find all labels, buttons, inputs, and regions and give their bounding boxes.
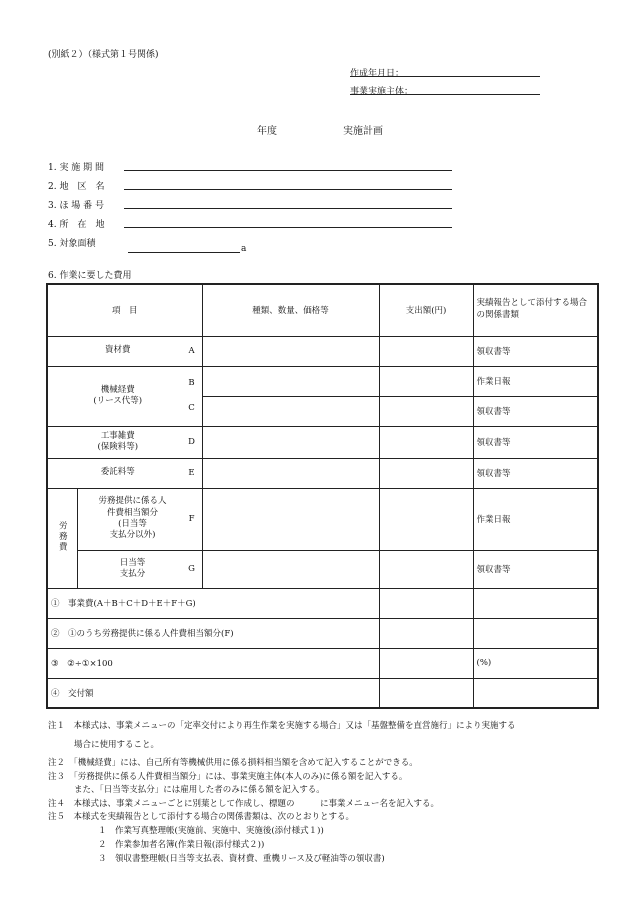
header-item: 項 目 [47,284,202,336]
total-2-doc [473,618,598,648]
machine-b-doc: 作業日報 [473,366,598,396]
field-plot-line[interactable] [124,208,452,209]
total-2-label: ② ①のうち労務提供に係る人件費相当額分(F) [47,618,379,648]
field-district-label: 2. 地 区 名 [48,182,105,192]
labor-group-label: 労務費 [57,520,68,553]
title-year: 年度 [257,126,277,137]
labor-f-letter: F [188,514,195,524]
section6-label: 6. 作業に要した費用 [48,271,132,281]
misc-letter: D [188,437,195,447]
machine-name: 機械経費 (リース代等) [93,384,143,406]
row-materials [47,336,598,366]
labor-g-name: 日当等 支払分 [119,557,146,579]
materials-doc: 領収書等 [473,336,598,366]
misc-doc: 領収書等 [473,426,598,458]
commission-doc: 領収書等 [473,458,598,488]
implementer-line[interactable] [350,94,540,95]
creation-date-line[interactable] [350,76,540,77]
total-1-doc [473,588,598,618]
creation-date-label: 作成年月日： [350,69,405,79]
field-location-line[interactable] [124,227,452,228]
commission-name: 委託料等 [100,467,135,478]
total-4-doc [473,678,598,708]
materials-amount-cell[interactable] [379,336,473,366]
field-period-line[interactable] [124,170,452,171]
row-total-1 [47,588,598,618]
field-location-label: 4. 所 在 地 [48,220,105,230]
note-5-2: ２ 作業参加者名簿(作業日報(添付様式２)) [98,840,265,850]
field-period-label: 1. 実 施 期 間 [48,163,105,173]
misc-amount-cell[interactable] [379,426,473,458]
labor-f-kind-cell[interactable] [202,488,379,550]
note-5-3: ３ 領収書整理帳(日当等支払表、資材費、重機リース及び軽油等の領収書) [98,854,385,864]
machine-letters: B C [188,378,195,413]
misc-name: 工事雑費 (保険料等) [97,430,139,452]
field-district-line[interactable] [124,189,452,190]
materials-name: 資材費 [105,345,131,356]
row-commission [47,458,598,488]
machine-b-kind-cell[interactable] [202,366,379,396]
header-kind: 種類、数量、価格等 [202,284,379,336]
labor-g-kind-cell[interactable] [202,550,379,588]
field-plot-label: 3. ほ 場 番 号 [48,201,105,211]
materials-kind-cell[interactable] [202,336,379,366]
machine-c-doc: 領収書等 [473,396,598,426]
machine-b-amount-cell[interactable] [379,366,473,396]
total-1-amount-cell[interactable] [379,588,473,618]
labor-g-amount-cell[interactable] [379,550,473,588]
attachment-label: (別紙２）（様式第１号関係) [48,50,159,60]
labor-g-letter: G [188,564,195,574]
machine-c-amount-cell[interactable] [379,396,473,426]
total-2-amount-cell[interactable] [379,618,473,648]
row-total-2 [47,618,598,648]
implementer-label: 事業実施主体： [350,87,414,97]
materials-letter: A [188,346,195,356]
note-5-1: １ 作業写真整理帳(実施前、実施中、実施後(添付様式１)) [98,826,324,836]
row-labor-f [47,488,598,550]
total-4-label: ④ 交付額 [47,678,379,708]
commission-amount-cell[interactable] [379,458,473,488]
total-3-amount-cell[interactable] [379,648,473,678]
row-misc [47,426,598,458]
header-amount: 支出額(円) [379,284,473,336]
misc-kind-cell[interactable] [202,426,379,458]
labor-group-cell [47,488,77,588]
field-area-line[interactable] [128,252,240,253]
total-3-doc: (%) [473,648,598,678]
commission-kind-cell[interactable] [202,458,379,488]
total-1-label: ① 事業費(A＋B＋C＋D＋E＋F＋G) [47,588,379,618]
row-machine-b [47,366,598,396]
note-3a: 注３ 「労務提供に係る人件費相当額分」には、事業実施主体(本人のみ)に係る額を記入する。 [48,772,408,782]
total-4-amount-cell[interactable] [379,678,473,708]
row-labor-g [47,550,598,588]
labor-f-doc: 作業日報 [473,488,598,550]
note-3b: また、「日当等支払分」には雇用した者のみに係る額を記入する。 [74,785,325,795]
labor-g-doc: 領収書等 [473,550,598,588]
title-plan: 実施計画 [343,126,383,137]
machine-c-kind-cell[interactable] [202,396,379,426]
row-total-3 [47,648,598,678]
row-total-4 [47,678,598,708]
labor-f-name: 労務提供に係る人 件費相当額分 (日当等 支払分以外) [98,496,167,541]
note-1b: 場合に使用すること。 [74,740,160,750]
field-area-unit: a [241,244,247,254]
header-docs: 実績報告として添付する場合の関係書類 [473,284,598,336]
note-2: 注２ 「機械経費」には、自己所有等機械供用に係る損料相当額を含めて記入することができる。 [48,758,418,768]
note-4: 注４ 本様式は、事業メニューごとに別葉として作成し、標題の に事業メニュー名を記入する。 [48,799,440,809]
cost-table [46,283,599,709]
note-5: 注５ 本様式を実績報告として添付する場合の関係書類は、次のとおりとする。 [48,812,355,822]
field-area-label: 5. 対象面積 [48,239,96,249]
total-3-label: ③ ②÷①×100 [47,648,379,678]
note-1a: 注１ 本様式は、事業メニューの「定率交付により再生作業を実施する場合」又は「基盤整備を直営施行」により実施する [48,721,516,731]
commission-letter: E [188,468,195,478]
labor-f-amount-cell[interactable] [379,488,473,550]
